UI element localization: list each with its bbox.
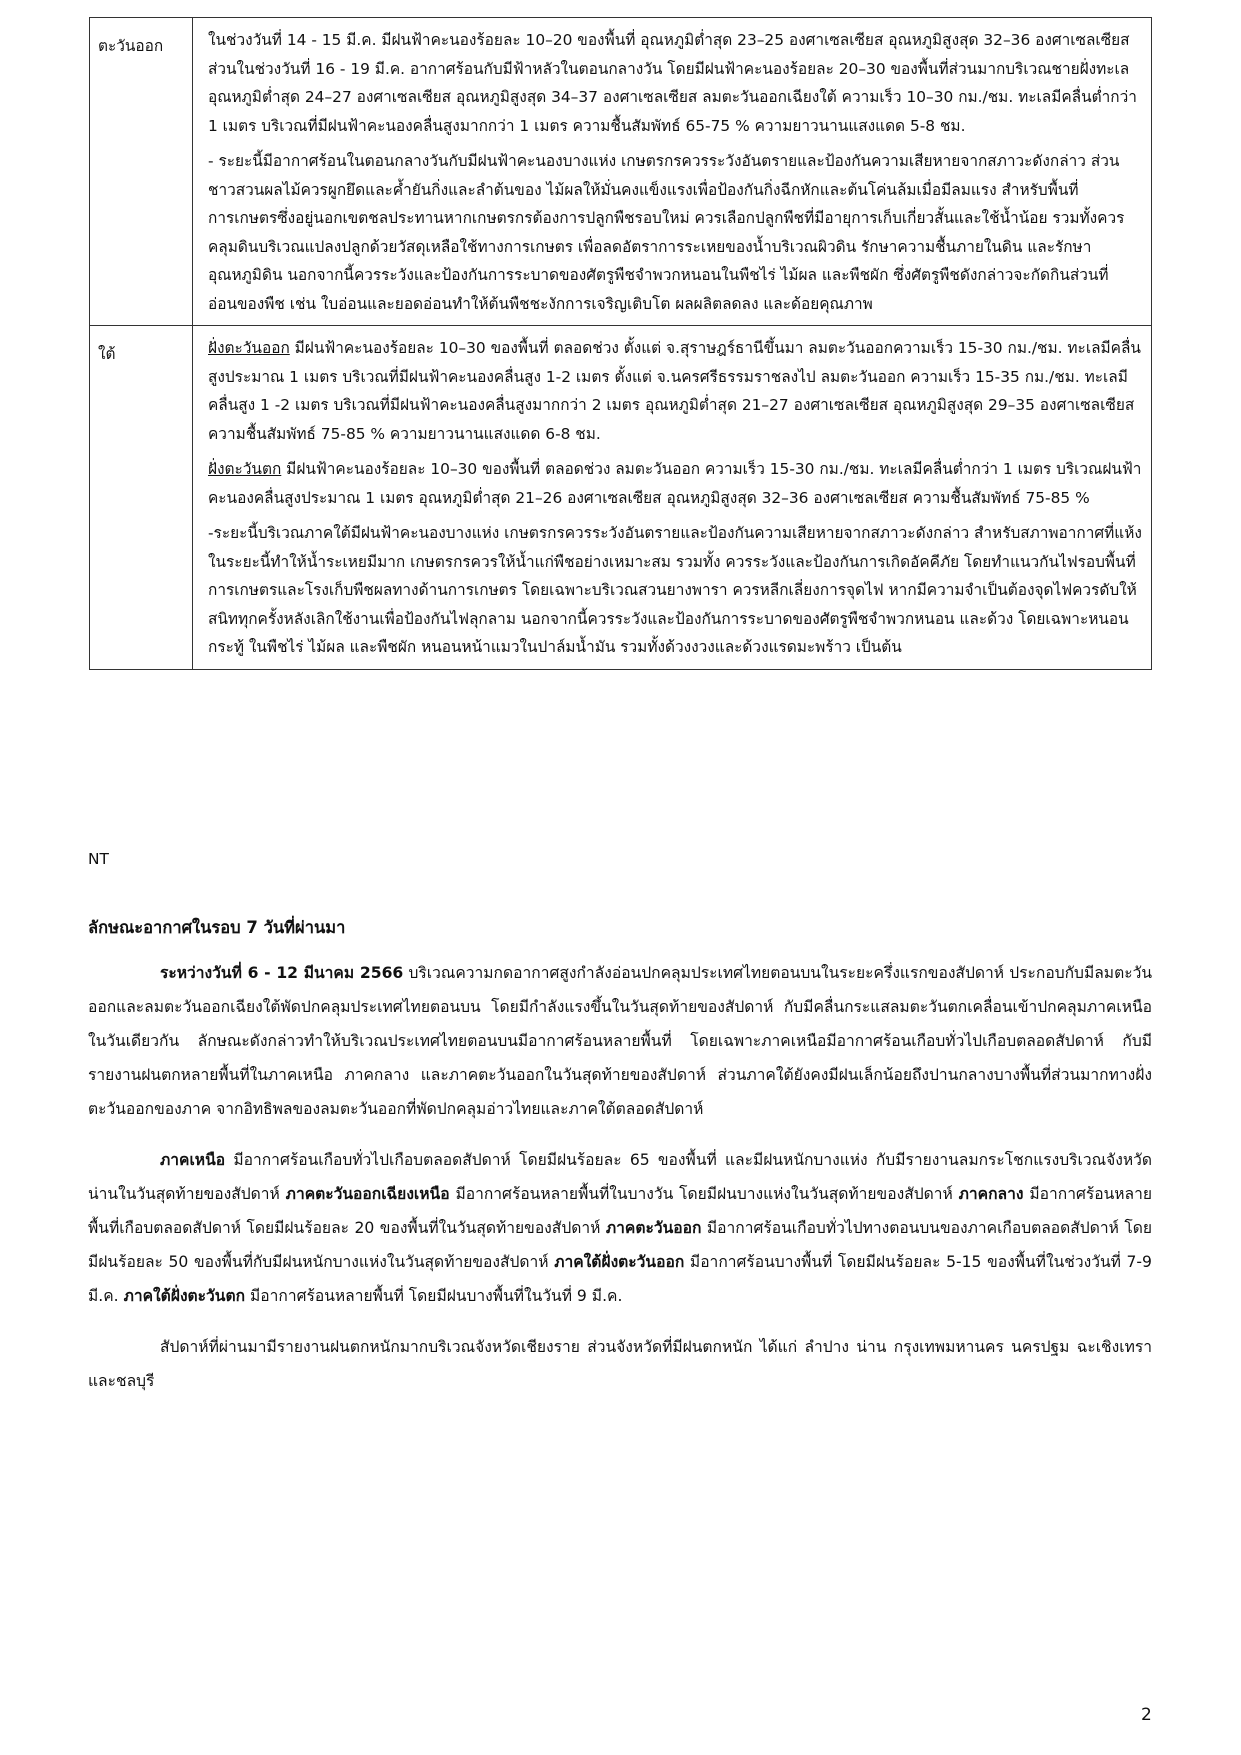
forecast-cell-south	[193, 326, 1152, 670]
region-north-label: ภาคเหนือ	[160, 1151, 226, 1169]
summary-paragraph-1-text: บริเวณความกดอากาศสูงกำลังอ่อนปกคลุมประเทศไทยตอนบนในระยะครึ่งแรกของสัปดาห์ ประกอบกับมีลมตะวันออกและลมตะวันออกเฉียงใต้พัดปกคลุมประเทศไทยตอนบน โดยมีกำลังแรงขึ้นในวันสุดท้ายของสัปดาห์ กับมีคลื่นกระแสลมตะวันตกเคลื่อนเข้าปกคลุมภาคเหนือในวันเดียวกัน ลักษณะดังกล่าวทำให้บริเวณประเทศไทยตอนบนมีอากาศร้อนหลายพื้นที่ โดยเฉพาะภาคเหนือมีอากาศร้อนเกือบทั่วไปเกือบตลอดสัปดาห์ กับมีรายงานฝนตกหลายพื้นที่ในภาคเหนือ ภาคกลาง และภาคตะวันออกในวันสุดท้ายของสัปดาห์ ส่วนภาคใต้ยังคงมีฝนเล็กน้อยถึงปานกลางบางพื้นที่ส่วนมากทางฝั่งตะวันออกของภาค จากอิทธิพลของลมตะวันออกที่พัดปกคลุมอ่าวไทยและภาคใต้ตลอดสัปดาห์	[88, 964, 1152, 1118]
region-central-label: ภาคกลาง	[958, 1185, 1024, 1203]
summary-paragraph-1	[88, 956, 1152, 1126]
south-west-coast-text: มีฝนฟ้าคะนองร้อยละ 10–30 ของพื้นที่ ตลอดช่วง ลมตะวันออก ความเร็ว 15-30 กม./ชม. ทะเลมีคลื่นต่ำกว่า 1 เมตร บริเวณฝนฟ้าคะนองคลื่นสูงประมาณ 1 เมตร อุณหภูมิต่ำสุด 21–26 องศาเซลเซียส อุณหภูมิสูงสุด 32–36 องศาเซลเซียส ความชื้นสัมพัทธ์ 75-85 %	[208, 460, 1142, 507]
forecast-cell-east	[193, 18, 1152, 326]
south-west-coast-label: ฝั่งตะวันตก	[208, 460, 282, 478]
region-east-text: มีอากาศร้อนเกือบทั่วไปทางตอนบนของภาคเกือบตลอดสัปดาห์ โดยมีฝนร้อยละ 50 ของพื้นที่กับมีฝนหนักบางแห่งในวันสุดท้ายของสัปดาห์	[88, 1219, 1152, 1271]
east-advice-text: - ระยะนี้มีอากาศร้อนในตอนกลางวันกับมีฝนฟ้าคะนองบางแห่ง เกษตรกรควรระวังอันตรายและป้องกันความเสียหายจากสภาวะดังกล่าว ส่วนชาวสวนผลไม้ควรผูกยึดและค้ำยันกิ่งและลำต้นของ ไม้ผลให้มั่นคงแข็งแรงเพื่อป้องกันกิ่งฉีกหักและต้นโค่นล้มเมื่อมีลมแรง สำหรับพื้นที่การเกษตรซึ่งอยู่นอกเขตชลประทานหากเกษตรกรต้องการปลูกพืชรอบใหม่ ควรเลือกปลูกพืชที่มีอายุการเก็บเกี่ยวสั้นและใช้น้ำน้อย รวมทั้งควรคลุมดินบริเวณแปลงปลูกด้วยวัสดุเหลือใช้ทางการเกษตร เพื่อลดอัตราการระเหยของน้ำบริเวณผิวดิน รักษาความชื้นภายในดิน และรักษาอุณหภูมิดิน นอกจากนี้ควรระวังและป้องกันการระบาดของศัตรูพืชจำพวกหนอนในพืชไร่ ไม้ผล และพืชผัก ซึ่งศัตรูพืชดังกล่าวจะกัดกินส่วนที่อ่อนของพืช เช่น ใบอ่อนและยอดอ่อนทำให้ต้นพืชชะงักการเจริญเติบโต ผลผลิตลดลง และด้อยคุณภาพ	[208, 152, 1125, 313]
region-central-text: มีอากาศร้อนหลายพื้นที่เกือบตลอดสัปดาห์ โดยมีฝนร้อยละ 20 ของพื้นที่ในวันสุดท้ายของสัปดาห์	[88, 1185, 1152, 1237]
south-west-coast-paragraph	[208, 455, 1143, 512]
region-north-text: มีอากาศร้อนเกือบทั่วไปเกือบตลอดสัปดาห์ โดยมีฝนร้อยละ 65 ของพื้นที่ และมีฝนหนักบางแห่ง กับมีรายงานลมกระโชกแรงบริเวณจังหวัดน่านในวันสุดท้ายของสัปดาห์	[88, 1151, 1152, 1203]
region-south-west-label: ภาคใต้ฝั่งตะวันตก	[123, 1287, 246, 1305]
summary-paragraph-3: สัปดาห์ที่ผ่านมามีรายงานฝนตกหนักมากบริเวณจังหวัดเชียงราย ส่วนจังหวัดที่มีฝนตกหนัก ได้แก่ ลำปาง น่าน กรุงเทพมหานคร นครปฐม ฉะเชิงเทรา และชลบุรี	[88, 1338, 1152, 1390]
region-east-label: ภาคตะวันออก	[605, 1219, 702, 1237]
region-south-east-label: ภาคใต้ฝั่งตะวันออก	[554, 1253, 685, 1271]
south-advice-text: -ระยะนี้บริเวณภาคใต้มีฝนฟ้าคะนองบางแห่ง เกษตรกรควรระวังอันตรายและป้องกันความเสียหายจากสภาวะดังกล่าว สำหรับสภาพอากาศที่แห้งในระยะนี้ทำให้น้ำระเหยมีมาก เกษตรกรควรให้น้ำแก่พืชอย่างเหมาะสม รวมทั้ง ควรระวังและป้องกันการเกิดอัคคีภัย โดยทำแนวกันไฟรอบพื้นที่การเกษตรและโรงเก็บพืชผลทางด้านการเกษตร โดยเฉพาะบริเวณสวนยางพารา ควรหลีกเลี่ยงการจุดไฟ หากมีความจำเป็นต้องจุดไฟควรดับให้สนิททุกครั้งหลังเลิกใช้งานเพื่อป้องกันไฟลุกลาม นอกจากนี้ควรระวังและป้องกันการระบาดของศัตรูพืชจำพวกหนอน และด้วง โดยเฉพาะหนอนกระทู้ ในพืชไร่ ไม้ผล และพืชผัก หนอนหน้าแมวในปาล์มน้ำมัน รวมทั้งด้วงงวงและด้วงแรดมะพร้าว เป็นต้น	[208, 524, 1142, 656]
south-east-coast-text: มีฝนฟ้าคะนองร้อยละ 10–30 ของพื้นที่ ตลอดช่วง ตั้งแต่ จ.สุราษฎร์ธานีขึ้นมา ลมตะวันออกความเร็ว 15-30 กม./ชม. ทะเลมีคลื่นสูงประมาณ 1 เมตร บริเวณที่มีฝนฟ้าคะนองคลื่นสูง 1-2 เมตร ตั้งแต่ จ.นครศรีธรรมราชลงไป ลมตะวันออก ความเร็ว 15-35 กม./ชม. ทะเลมีคลื่นสูง 1 -2 เมตร บริเวณที่มีฝนฟ้าคะนองคลื่นสูงมากกว่า 2 เมตร อุณหภูมิต่ำสุด 21–27 องศาเซลเซียส อุณหภูมิสูงสุด 29–35 องศาเซลเซียส ความชื้นสัมพัทธ์ 75-85 % ความยาวนานแสงแดด 6-8 ชม.	[208, 339, 1141, 443]
summary-body	[88, 956, 1152, 1415]
region-northeast-text: มีอากาศร้อนหลายพื้นที่ในบางวัน โดยมีฝนบางแห่งในวันสุดท้ายของสัปดาห์	[449, 1185, 959, 1203]
south-east-coast-label: ฝั่งตะวันออก	[208, 339, 290, 357]
region-cell-south: ใต้	[90, 326, 193, 670]
table-row	[90, 18, 1152, 326]
south-east-coast-paragraph	[208, 334, 1143, 448]
section-heading: ลักษณะอากาศในรอบ 7 วันที่ผ่านมา	[88, 918, 346, 937]
regional-forecast-table	[89, 17, 1152, 670]
page-number: 2	[1141, 1705, 1152, 1725]
region-south-west-text: มีอากาศร้อนหลายพื้นที่ โดยมีฝนบางพื้นที่ในวันที่ 9 มี.ค.	[245, 1287, 623, 1305]
table-row	[90, 326, 1152, 670]
summary-paragraph-2	[88, 1143, 1152, 1313]
region-south-east-text: มีอากาศร้อนบางพื้นที่ โดยมีฝนร้อยละ 5-15 ของพื้นที่ในช่วงวันที่ 7-9 มี.ค.	[88, 1253, 1152, 1305]
region-northeast-label: ภาคตะวันออกเฉียงเหนือ	[285, 1185, 450, 1203]
east-forecast-text: ในช่วงวันที่ 14 - 15 มี.ค. มีฝนฟ้าคะนองร้อยละ 10–20 ของพื้นที่ อุณหภูมิต่ำสุด 23–25 องศาเซลเซียส อุณหภูมิสูงสุด 32–36 องศาเซลเซียส ส่วนในช่วงวันที่ 16 - 19 มี.ค. อากาศร้อนกับมีฟ้าหลัวในตอนกลางวัน โดยมีฝนฟ้าคะนองร้อยละ 20–30 ของพื้นที่ส่วนมากบริเวณชายฝั่งทะเล อุณหภูมิต่ำสุด 24–27 องศาเซลเซียส อุณหภูมิสูงสุด 34–37 องศาเซลเซียส ลมตะวันออกเฉียงใต้ ความเร็ว 10–30 กม./ชม. ทะเลมีคลื่นต่ำกว่า 1 เมตร บริเวณที่มีฝนฟ้าคะนองคลื่นสูงมากกว่า 1 เมตร ความชื้นสัมพัทธ์ 65-75 % ความยาวนานแสงแดด 5-8 ชม.	[208, 31, 1137, 135]
date-range-bold: ระหว่างวันที่ 6 - 12 มีนาคม 2566	[160, 964, 404, 982]
region-cell-east: ตะวันออก	[90, 18, 193, 326]
nt-note: NT	[88, 850, 109, 868]
